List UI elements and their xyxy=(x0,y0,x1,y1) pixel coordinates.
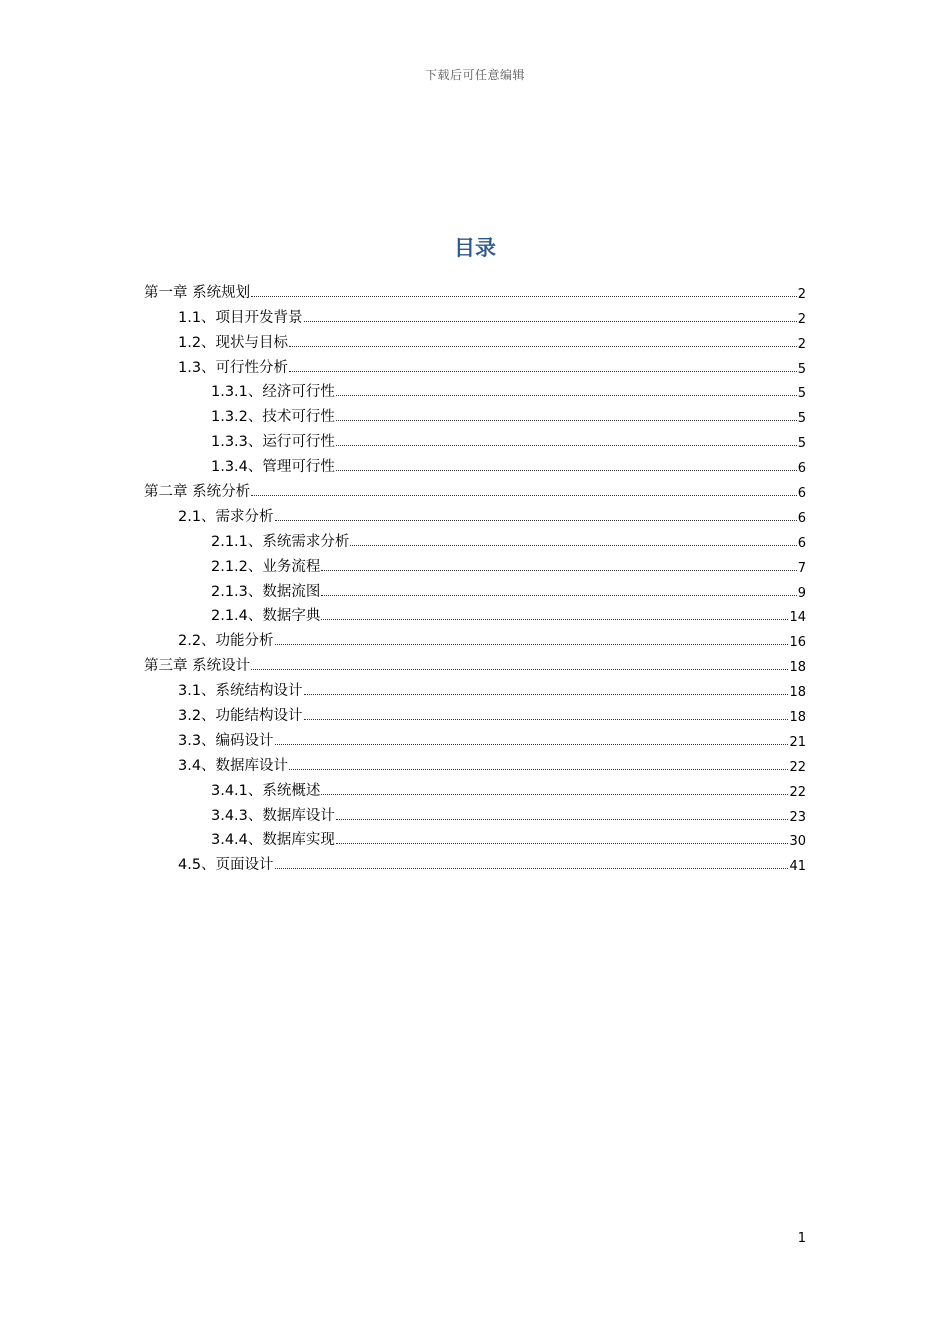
toc-entry-page: 30 xyxy=(789,834,806,850)
toc-entry-page: 6 xyxy=(797,535,806,551)
dot-leader xyxy=(304,694,789,695)
toc-entry-title: 3.4、数据库设计 xyxy=(178,757,289,774)
dot-leader xyxy=(350,545,796,546)
toc-entry[interactable] xyxy=(144,800,806,825)
toc-entry[interactable] xyxy=(144,352,806,377)
dot-leader xyxy=(275,868,789,869)
dot-leader xyxy=(289,346,797,347)
toc-entry-title: 1.2、现状与目标 xyxy=(178,334,289,351)
dot-leader xyxy=(275,644,789,645)
dot-leader xyxy=(336,819,789,820)
toc-entry-title: 3.3、编码设计 xyxy=(178,732,274,749)
toc-entry[interactable] xyxy=(144,327,806,352)
toc-entry[interactable] xyxy=(144,825,806,850)
toc-entry-title: 3.4.3、数据库设计 xyxy=(211,807,335,824)
toc-entry-title: 4.5、页面设计 xyxy=(178,857,274,874)
dot-leader xyxy=(275,520,797,521)
toc-entry[interactable] xyxy=(144,551,806,576)
toc-entry[interactable] xyxy=(144,650,806,675)
toc-entry-page: 22 xyxy=(789,784,806,800)
toc-entry-page: 9 xyxy=(797,585,806,601)
toc-entry-title: 3.2、功能结构设计 xyxy=(178,708,303,725)
dot-leader xyxy=(251,296,797,297)
toc-entry[interactable] xyxy=(144,501,806,526)
toc-entry-page: 6 xyxy=(797,486,806,502)
toc-entry[interactable] xyxy=(144,277,806,302)
dot-leader xyxy=(336,420,797,421)
toc-entry[interactable] xyxy=(144,576,806,601)
page-header: 下载后可任意编辑 xyxy=(424,68,525,82)
toc-entry-title: 1.3.1、经济可行性 xyxy=(211,384,335,401)
toc-entry-page: 6 xyxy=(797,461,806,477)
toc-entry-page: 14 xyxy=(789,610,806,626)
toc-entry-page: 5 xyxy=(797,386,806,402)
toc-entry-page: 16 xyxy=(789,635,806,651)
toc-entry-title: 第二章 系统分析 xyxy=(144,484,251,501)
toc-entry[interactable] xyxy=(144,426,806,451)
toc-entry-page: 5 xyxy=(797,361,806,377)
toc-entry-page: 22 xyxy=(789,759,806,775)
toc-entry-page: 7 xyxy=(797,560,806,576)
dot-leader xyxy=(251,669,788,670)
dot-leader xyxy=(289,371,797,372)
page-number: 1 xyxy=(797,1231,806,1246)
dot-leader xyxy=(321,595,796,596)
toc-entry-page: 23 xyxy=(789,809,806,825)
toc-entry[interactable] xyxy=(144,625,806,650)
toc-entry[interactable] xyxy=(144,725,806,750)
toc-entry-title: 1.3.2、技术可行性 xyxy=(211,409,335,426)
dot-leader xyxy=(336,395,797,396)
toc-entry-page: 18 xyxy=(789,685,806,701)
dot-leader xyxy=(336,470,797,471)
toc-entry-title: 1.3、可行性分析 xyxy=(178,359,289,376)
toc-entry-title: 2.1.2、业务流程 xyxy=(211,558,321,575)
toc-entry-page: 2 xyxy=(797,336,806,352)
toc-entry-title: 1.3.4、管理可行性 xyxy=(211,459,335,476)
toc-entry[interactable] xyxy=(144,401,806,426)
dot-leader xyxy=(275,744,789,745)
toc-entry-page: 18 xyxy=(789,710,806,726)
dot-leader xyxy=(321,619,788,620)
toc-entry[interactable] xyxy=(144,377,806,402)
toc-entry-title: 3.4.4、数据库实现 xyxy=(211,832,335,849)
toc-entry-title: 1.3.3、运行可行性 xyxy=(211,434,335,451)
toc-entry[interactable] xyxy=(144,675,806,700)
toc-entry[interactable] xyxy=(144,302,806,327)
table-of-contents xyxy=(144,277,806,874)
toc-entry[interactable] xyxy=(144,775,806,800)
toc-title: 目录 xyxy=(454,236,496,260)
toc-entry-title: 2.1.1、系统需求分析 xyxy=(211,533,350,550)
dot-leader xyxy=(289,769,788,770)
toc-entry[interactable] xyxy=(144,476,806,501)
toc-entry-page: 2 xyxy=(797,311,806,327)
dot-leader xyxy=(304,321,797,322)
toc-entry-title: 1.1、项目开发背景 xyxy=(178,309,303,326)
toc-entry[interactable] xyxy=(144,700,806,725)
toc-entry[interactable] xyxy=(144,750,806,775)
toc-entry-page: 18 xyxy=(789,660,806,676)
toc-entry[interactable] xyxy=(144,451,806,476)
toc-entry-page: 5 xyxy=(797,436,806,452)
toc-entry-title: 2.1、需求分析 xyxy=(178,508,274,525)
toc-entry-page: 6 xyxy=(797,510,806,526)
dot-leader xyxy=(304,719,789,720)
toc-entry-title: 第三章 系统设计 xyxy=(144,658,251,675)
toc-entry-title: 第一章 系统规划 xyxy=(144,284,251,301)
toc-entry-title: 2.2、功能分析 xyxy=(178,633,274,650)
dot-leader xyxy=(336,843,789,844)
toc-entry-title: 3.1、系统结构设计 xyxy=(178,683,303,700)
toc-entry[interactable] xyxy=(144,526,806,551)
toc-entry-page: 5 xyxy=(797,411,806,427)
toc-entry-title: 2.1.3、数据流图 xyxy=(211,583,321,600)
toc-entry-page: 2 xyxy=(797,286,806,302)
toc-entry[interactable] xyxy=(144,849,806,874)
toc-entry-page: 21 xyxy=(789,734,806,750)
toc-entry-title: 2.1.4、数据字典 xyxy=(211,608,321,625)
dot-leader xyxy=(321,570,796,571)
dot-leader xyxy=(251,495,797,496)
toc-entry-title: 3.4.1、系统概述 xyxy=(211,782,321,799)
toc-entry[interactable] xyxy=(144,601,806,626)
toc-entry-page: 41 xyxy=(789,859,806,875)
dot-leader xyxy=(336,445,797,446)
dot-leader xyxy=(321,794,788,795)
